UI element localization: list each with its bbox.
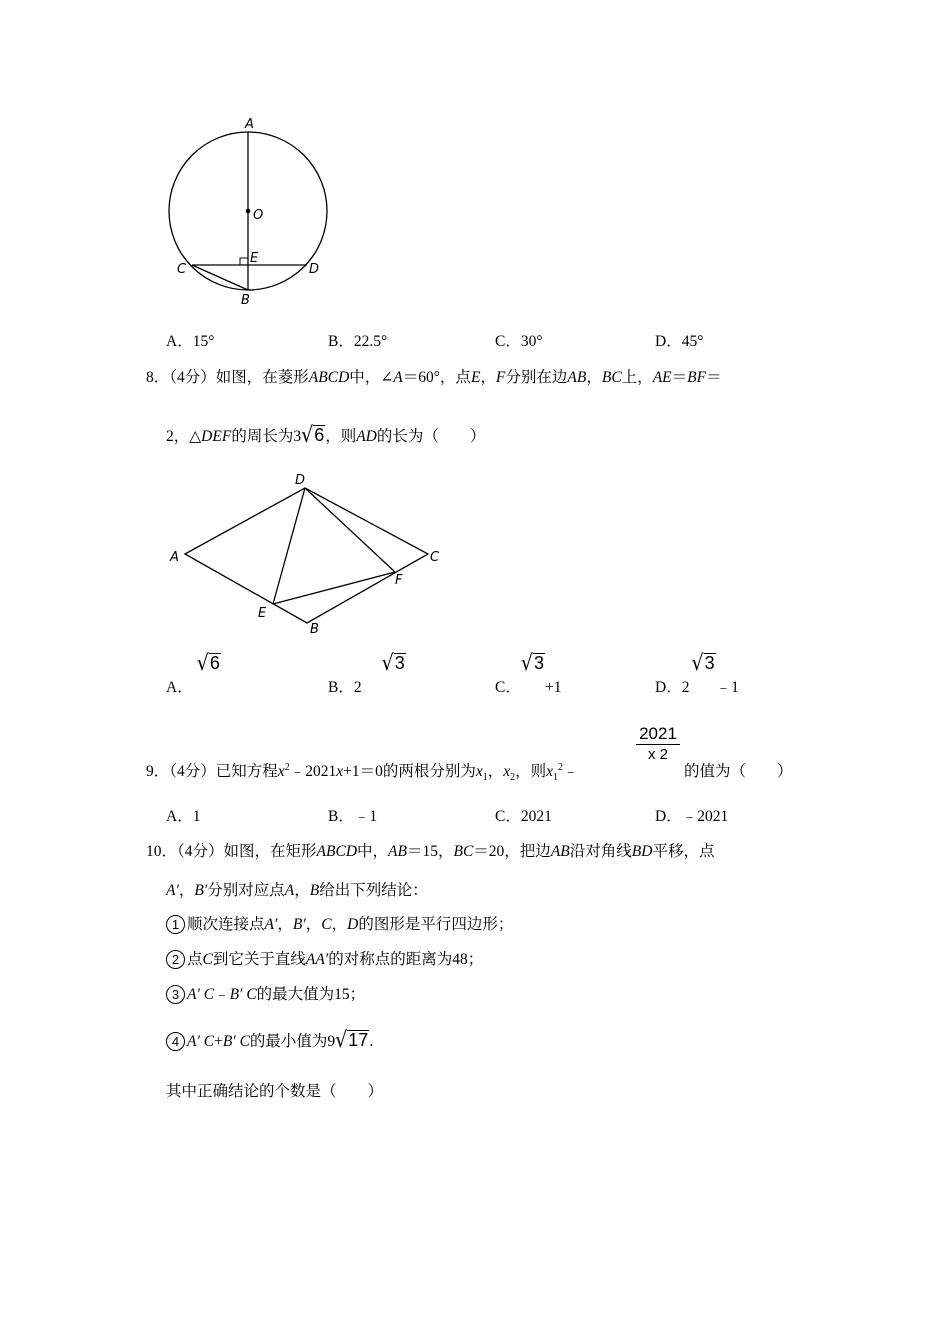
q9-option-d: D．﹣2021 bbox=[655, 808, 729, 825]
q8-label-e: E bbox=[258, 606, 267, 621]
q8-label-d: D bbox=[295, 473, 306, 488]
q9-stem: 9．（4分）已知方程$x^2﹣2021x+1=0$的两根分别为$x_1$，$x_2$，则$x_1^2﹣$ bbox=[146, 761, 579, 784]
q7-label-d: D bbox=[309, 262, 320, 277]
q9-fraction bbox=[636, 724, 680, 765]
q8-option-c: C．√3+1 bbox=[495, 650, 562, 696]
q10-question: 其中正确结论的个数是（ ） bbox=[166, 1083, 384, 1100]
q10-conclusion-2: 2 点C到它关于直线AA′的对称点的距离为48； bbox=[166, 947, 483, 969]
q9-option-c: C．2021 bbox=[495, 808, 552, 825]
q10-stem-line2: A′，B′分别对应点A，B给出下列结论： bbox=[166, 882, 428, 899]
q8-label-c: C bbox=[430, 550, 440, 565]
q7-label-o: O bbox=[253, 208, 264, 223]
q7-label-c: C bbox=[177, 262, 187, 277]
q7-option-a: A．15° bbox=[166, 333, 215, 350]
q7-option-c: C．30° bbox=[495, 333, 543, 350]
q8-option-d: D．2√3﹣1 bbox=[655, 650, 739, 696]
q10-sqrt-17: √17 bbox=[335, 1027, 369, 1053]
q9-fraction-denominator: x 2 bbox=[647, 746, 668, 763]
q9-option-a: A．1 bbox=[166, 808, 201, 825]
q8-stem-line1: 8．（4分）如图，在菱形ABCD中，∠A＝60°，点E，F分别在边AB，BC上，AE＝BF＝ bbox=[146, 369, 722, 386]
q7-label-a: A bbox=[245, 117, 254, 132]
q7-label-e: E bbox=[250, 251, 259, 266]
q8-label-f: F bbox=[395, 573, 403, 588]
q9-stem-tail: 的值为（ ） bbox=[684, 763, 793, 780]
q7-circle-figure bbox=[160, 110, 340, 310]
q7-option-d: D．45° bbox=[655, 333, 704, 350]
q8-sqrt-6: √6 bbox=[301, 422, 325, 448]
q10-conclusion-4: 4 A′ C+B′ C的最小值为9√17. bbox=[166, 1029, 373, 1051]
q8-label-a: A bbox=[170, 550, 179, 565]
q8-option-b: B．2√3 bbox=[328, 650, 405, 696]
q8-label-b: B bbox=[310, 622, 319, 637]
q7-option-b: B．22.5° bbox=[328, 333, 388, 350]
q10-stem-line1: 10．（4分）如图，在矩形ABCD中，AB＝15，BC＝20，把边AB沿对角线BD平移，点 bbox=[146, 843, 715, 860]
q8-rhombus-figure bbox=[160, 468, 460, 638]
q10-conclusion-3: 3 A′ C﹣B′ C的最大值为15； bbox=[166, 982, 365, 1004]
q8-option-a: A．√6 bbox=[166, 650, 220, 696]
q9-option-b: B．﹣1 bbox=[328, 808, 378, 825]
q10-conclusion-1: 1 顺次连接点A′，B′，C，D的图形是平行四边形； bbox=[166, 912, 513, 934]
q9-fraction-numerator: 2021 bbox=[636, 724, 680, 745]
q7-label-b: B bbox=[241, 293, 250, 308]
q8-stem-line2: 2，△DEF的周长为3√6，则AD的长为（ ） bbox=[166, 422, 486, 448]
